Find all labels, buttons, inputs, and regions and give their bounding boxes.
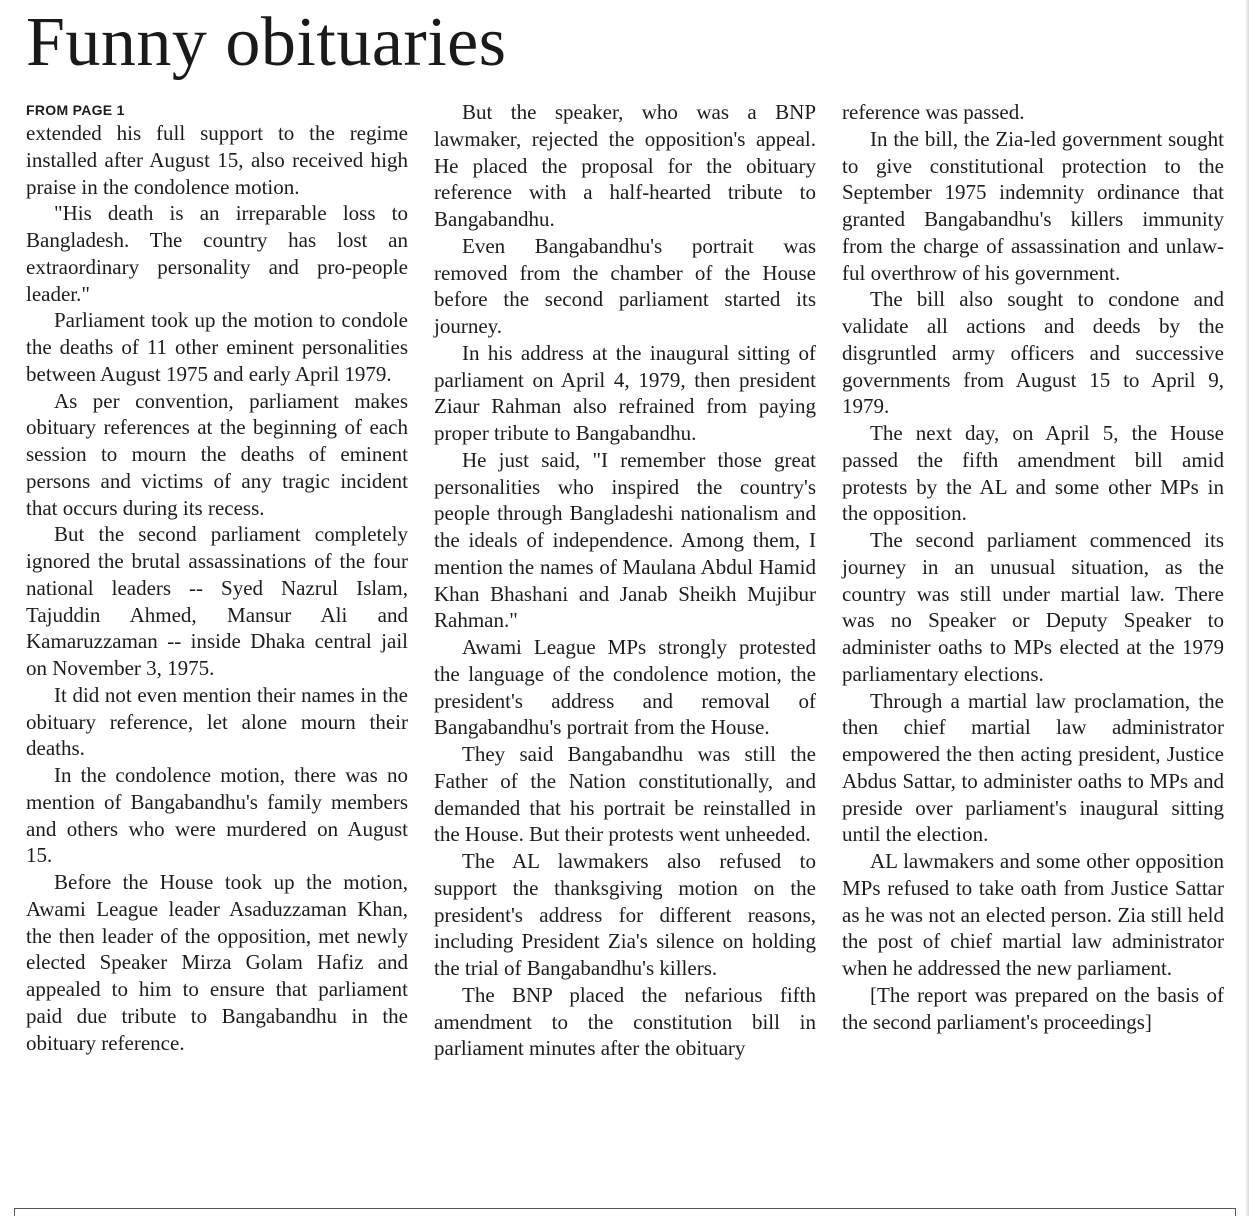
article-paragraph: In his address at the inaugural sitting of parliament on April 4, 1979, then president Ziaur Rahman also refrained from paying proper tribute to Bangabandhu. [434, 340, 816, 445]
article-paragraph: "His death is an irreparable loss to Bangladesh. The country has lost an extraordinary personality and pro-people leader." [26, 201, 408, 306]
scan-edge-shadow [1245, 0, 1249, 1216]
article-paragraph: [The report was prepared on the basis of the second parliament's proceedings] [842, 982, 1224, 1034]
article-paragraph: Before the House took up the motion, Awami League leader Asaduzzaman Khan, the then leader of the opposition, met newly elected Speaker Mirza Golam Hafiz and appealed to him to ensure that parliament paid due tribute to Bangabandhu in the obituary reference. [26, 870, 408, 1055]
article-paragraph: They said Bangabandhu was still the Father of the Nation constitutionally, and demanded that his portrait be reinstalled in the House. But their protests went unheeded. [434, 742, 816, 847]
article-paragraph: Even Bangabandhu's portrait was removed from the chamber of the House before the second parliament started its journey. [434, 233, 816, 338]
bottom-rule-right-tick [1235, 1208, 1236, 1216]
bottom-rule [14, 1208, 1236, 1209]
article-paragraph: extended his full support to the regime installed after August 15, also received high praise in the condolence motion. [26, 121, 408, 199]
bottom-rule-left-tick [14, 1208, 15, 1216]
article-paragraph: Through a martial law proclamation, the then chief martial law administrator empowered the then acting president, Justice Abdus Sattar, to administer oaths to MPs and preside over parliament's inaugural sitting until the election. [842, 688, 1224, 847]
article-paragraph: The next day, on April 5, the House passed the fifth amendment bill amid protests by the AL and some other MPs in the opposition. [842, 421, 1224, 526]
article-column-1 [26, 99, 408, 1056]
article-paragraph: In the bill, the Zia-led government sought to give constitutional protection to the September 1975 indemnity ordinance that granted Bangabandhu's killers immunity from the charge of assassination and unlawful overthrow of his government. [842, 126, 1224, 285]
article-paragraph: reference was passed. [842, 100, 1025, 124]
article-paragraph: But the speaker, who was a BNP lawmaker, rejected the opposition's appeal. He placed the proposal for the obituary reference with a half-hearted tribute to Bangabandhu. [434, 100, 816, 231]
article-paragraph: But the second parliament completely ignored the brutal assassinations of the four national leaders -- Syed Nazrul Islam, Tajuddin Ahmed, Mansur Ali and Kamaruzzaman -- inside Dhaka central jail on November 3, 1975. [26, 522, 408, 680]
article-paragraph: As per convention, parliament makes obituary references at the beginning of each session to mourn the deaths of eminent persons and victims of any tragic incident that occurs during its recess. [26, 388, 408, 520]
article-paragraph: The bill also sought to condone and validate all actions and deeds by the disgruntled army officers and successive governments from August 15 to April 9, 1979. [842, 287, 1224, 419]
article-paragraph: The second parliament commenced its journey in an unusual situation, as the country was still under martial law. There was no Speaker or Deputy Speaker to administer oaths to MPs elected at the 1979 parliamentary elections. [842, 528, 1224, 686]
article-paragraph: The BNP placed the nefarious fifth amendment to the constitution bill in parliament minutes after the obituary [434, 982, 816, 1061]
article-paragraph: The AL lawmakers also refused to support the thanksgiving motion on the president's address for different reasons, including President Zia's silence on holding the trial of Bangabandhu's killers. [434, 849, 816, 980]
article-column-2 [434, 99, 816, 1062]
article-paragraph: It did not even mention their names in the obituary reference, let alone mourn their deaths. [26, 682, 408, 761]
article-paragraph: Awami League MPs strongly protested the language of the condolence motion, the president's address and removal of Bangabandhu's portrait from the House. [434, 635, 816, 740]
article-column-3 [842, 99, 1224, 1035]
article-headline: Funny obituaries [26, 4, 507, 81]
article-paragraph: AL lawmakers and some other opposition MPs refused to take oath from Justice Sattar as he was not an elected person. Zia still held the post of chief martial law administrator when he addressed the new parliament. [842, 849, 1224, 980]
continued-from-label: FROM PAGE 1 [26, 102, 125, 118]
article-paragraph: He just said, "I remember those great personalities who inspired the country's people through Bangladeshi nationalism and the ideals of independence. Among them, I mention the names of Maulana Abdul Hamid Khan Bhashani and Janab Sheikh Mujibur Rahman." [434, 447, 816, 633]
article-paragraph: Parliament took up the motion to condole the deaths of 11 other eminent personalities between August 1975 and early April 1979. [26, 308, 408, 386]
article-paragraph: In the condolence motion, there was no mention of Bangabandhu's family members and others who were murdered on August 15. [26, 763, 408, 868]
